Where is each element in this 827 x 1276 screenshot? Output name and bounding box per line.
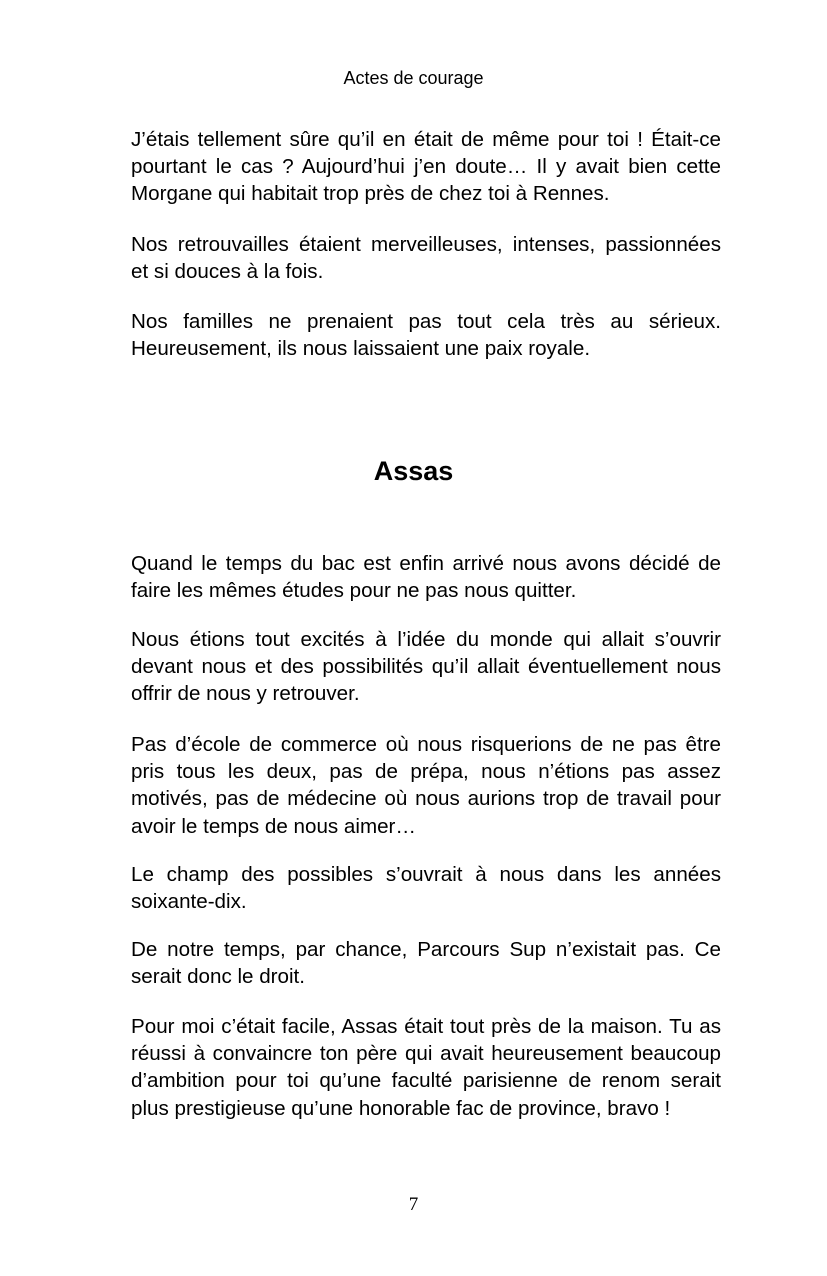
paragraph: Quand le temps du bac est enfin arrivé nous avons décidé de faire les mêmes études pour ne pas nous quitter. [131,552,721,603]
paragraph: Pour moi c’était facile, Assas était tout près de la maison. Tu as réussi à convaincre ton père qui avait heureusement beaucoup d’ambition pour toi qu’une faculté parisienne de renom serait plus prestigieuse qu’une honorable fac de province, bravo ! [131,1015,721,1120]
paragraph: Nos familles ne prenaient pas tout cela très au sérieux. Heureusement, ils nous laissaient une paix royale. [131,310,721,361]
page-number: 7 [408,1194,419,1215]
running-header: Actes de courage [343,68,484,88]
paragraph: Le champ des possibles s’ouvrait à nous dans les années soixante-dix. [131,863,721,914]
chapter-title: Assas [373,456,454,486]
paragraph: J’étais tellement sûre qu’il en était de même pour toi ! Était-ce pourtant le cas ? Aujourd’hui j’en doute… Il y avait bien cette Morgane qui habitait trop près de chez toi à Rennes. [131,128,721,206]
paragraph: Nous étions tout excités à l’idée du monde qui allait s’ouvrir devant nous et des possibilités qu’il allait éventuellement nous offrir de nous y retrouver. [131,628,721,706]
paragraph: Pas d’école de commerce où nous risquerions de ne pas être pris tous les deux, pas de prépa, nous n’étions pas assez motivés, pas de médecine où nous aurions trop de travail pour avoir le temps de nous aimer… [131,733,721,838]
paragraph: De notre temps, par chance, Parcours Sup n’existait pas. Ce serait donc le droit. [131,938,721,989]
paragraph: Nos retrouvailles étaient merveilleuses, intenses, passionnées et si douces à la fois. [131,233,721,284]
